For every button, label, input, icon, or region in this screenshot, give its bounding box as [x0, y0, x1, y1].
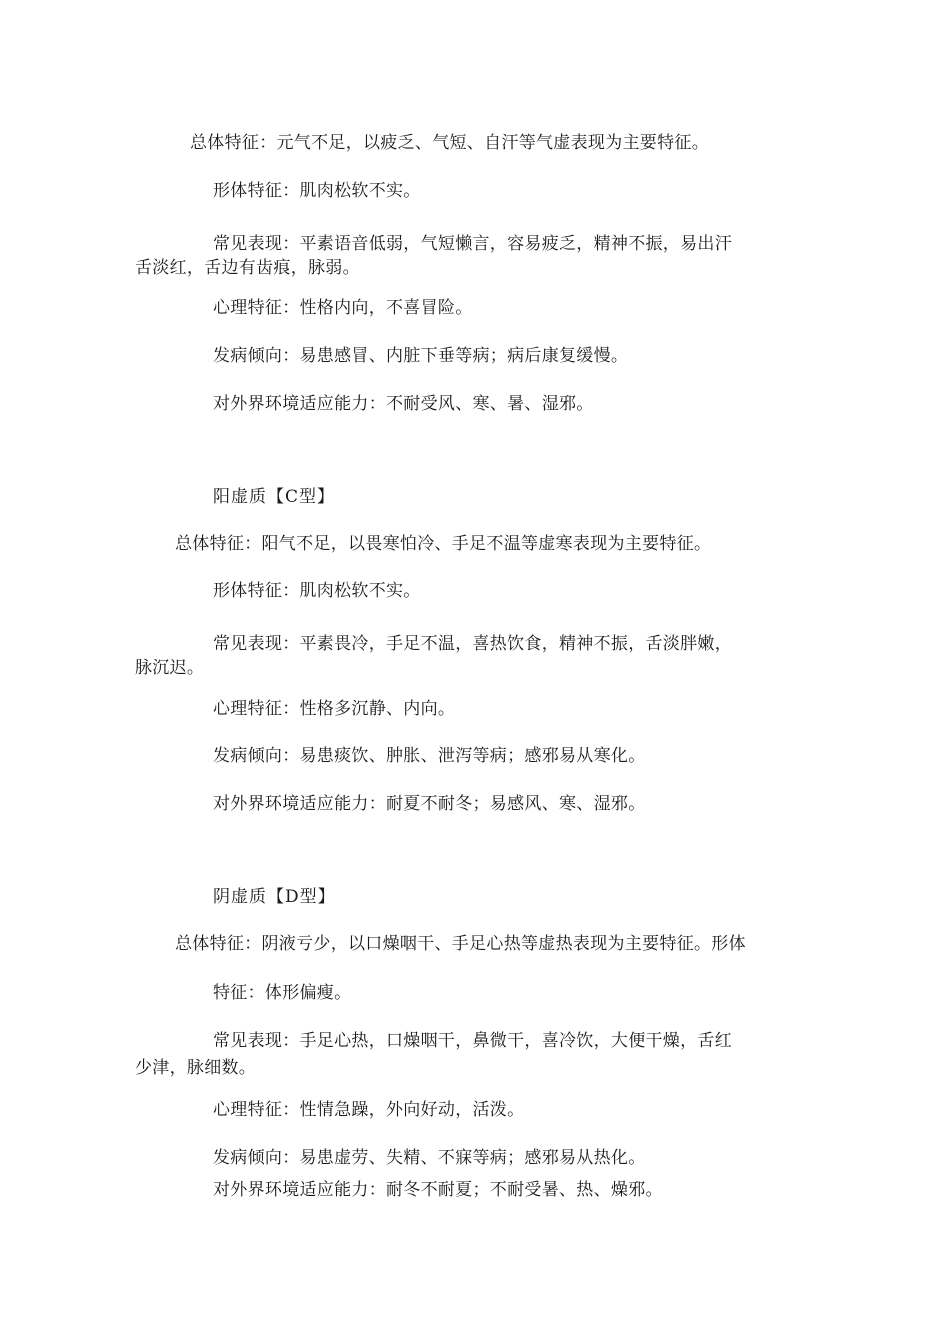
yangxu-disease: 发病倾向：易患痰饮、肿胀、泄泻等病；感邪易从寒化。: [213, 746, 646, 766]
yinxu-form: 特征：体形偏瘦。: [213, 983, 352, 1003]
yinxu-disease: 发病倾向：易患虚劳、失精、不寐等病；感邪易从热化。: [213, 1148, 646, 1168]
yangxu-title: 阳虚质【C型】: [213, 487, 336, 507]
yangxu-env: 对外界环境适应能力：耐夏不耐冬；易感风、寒、湿邪。: [213, 794, 646, 814]
yangxu-psych: 心理特征：性格多沉静、内向。: [213, 699, 456, 719]
qixu-form: 形体特征：肌肉松软不实。: [213, 181, 421, 201]
yinxu-env: 对外界环境适应能力：耐冬不耐夏；不耐受暑、热、燥邪。: [213, 1180, 663, 1200]
qixu-overall: 总体特征：元气不足，以疲乏、气短、自汗等气虚表现为主要特征。: [190, 133, 709, 153]
yangxu-overall: 总体特征：阳气不足，以畏寒怕冷、手足不温等虚寒表现为主要特征。: [175, 534, 712, 554]
yangxu-form: 形体特征：肌肉松软不实。: [213, 581, 421, 601]
yinxu-psych: 心理特征：性情急躁，外向好动，活泼。: [213, 1100, 525, 1120]
qixu-symptoms-line2: 舌淡红，舌边有齿痕，脉弱。: [135, 258, 360, 278]
yinxu-symptoms-line2: 少津，脉细数。: [135, 1058, 257, 1078]
yinxu-title: 阴虚质【D型】: [213, 887, 336, 907]
yinxu-overall: 总体特征：阴液亏少，以口燥咽干、手足心热等虚热表现为主要特征。形体: [175, 934, 746, 954]
yinxu-symptoms-line1: 常见表现：手足心热，口燥咽干，鼻微干，喜冷饮，大便干燥，舌红: [213, 1031, 732, 1051]
qixu-disease: 发病倾向：易患感冒、内脏下垂等病；病后康复缓慢。: [213, 346, 629, 366]
qixu-env: 对外界环境适应能力：不耐受风、寒、暑、湿邪。: [213, 394, 594, 414]
qixu-psych: 心理特征：性格内向，不喜冒险。: [213, 298, 473, 318]
yangxu-symptoms-line1: 常见表现：平素畏冷，手足不温，喜热饮食，精神不振，舌淡胖嫩，: [213, 634, 732, 654]
yangxu-symptoms-line2: 脉沉迟。: [135, 658, 205, 678]
qixu-symptoms-line1: 常见表现：平素语音低弱，气短懒言，容易疲乏，精神不振，易出汗: [213, 234, 732, 254]
